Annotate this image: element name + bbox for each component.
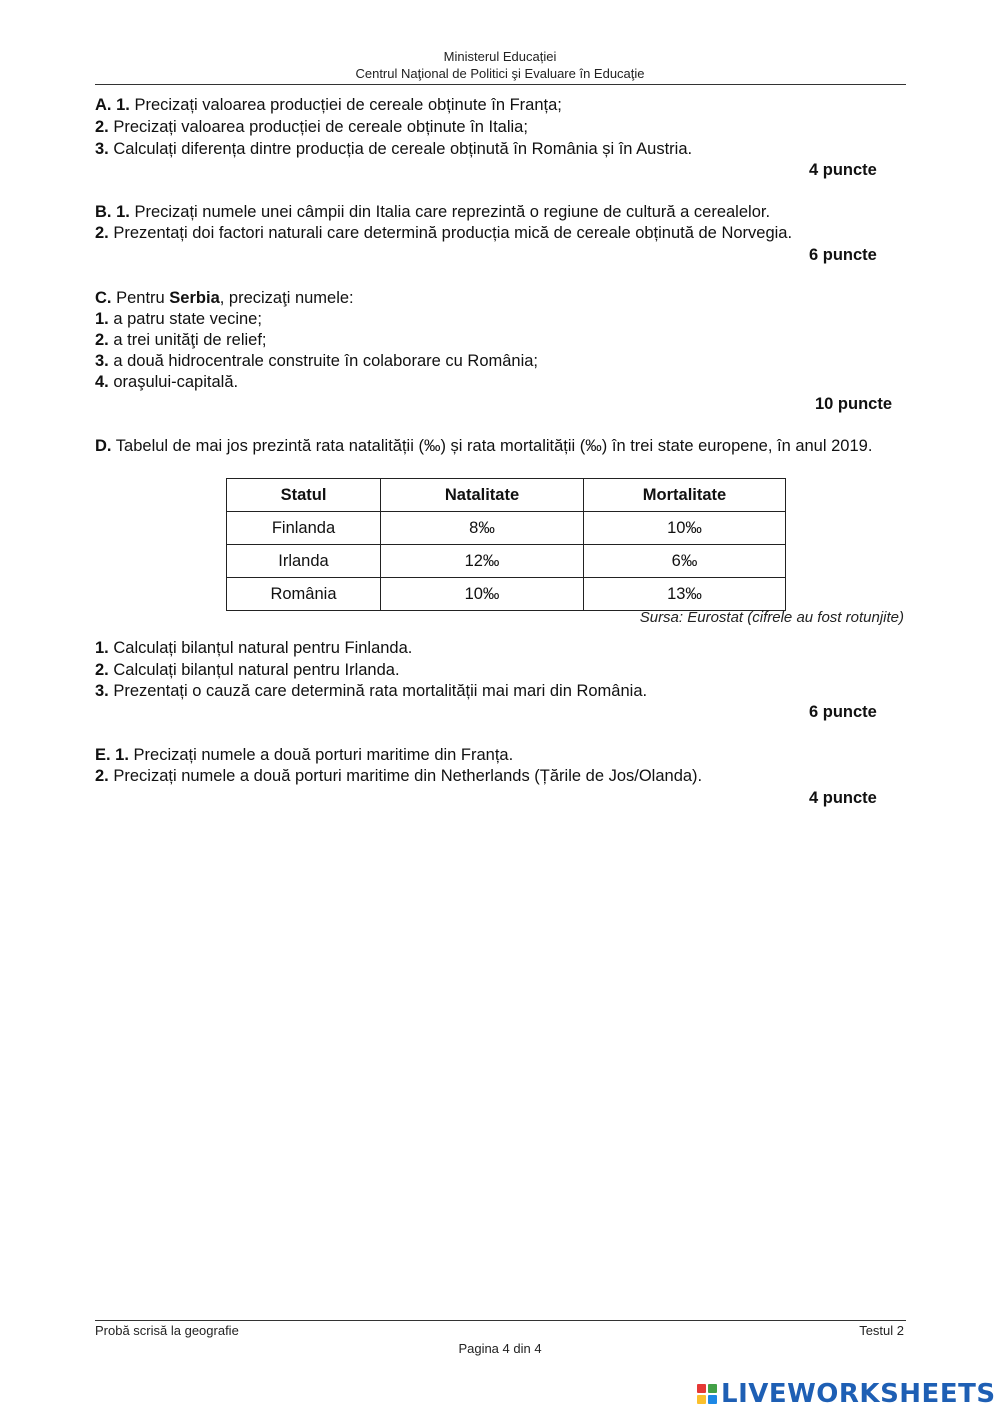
- section-b-points: 6 puncte: [809, 246, 877, 264]
- section-d-item: 2. Calculați bilanțul natural pentru Irlanda.: [95, 661, 400, 679]
- table-source: Sursa: Eurostat (cifrele au fost rotunjite): [639, 609, 904, 626]
- liveworksheets-logo: [697, 1378, 996, 1410]
- section-d-item: 1. Calculați bilanțul natural pentru Finlanda.: [95, 639, 413, 657]
- table-cell: 6‰: [584, 545, 786, 578]
- table-header-cell: Natalitate: [381, 479, 584, 512]
- header-rule: [95, 84, 906, 85]
- natality-mortality-table: [226, 478, 786, 611]
- table-header-cell: Mortalitate: [584, 479, 786, 512]
- table-header-cell: Statul: [227, 479, 381, 512]
- logo-text: LIVEWORKSHEETS: [721, 1379, 996, 1409]
- table-cell: 10‰: [584, 512, 786, 545]
- footer-subject: Probă scrisă la geografie: [95, 1323, 239, 1338]
- table-cell: 10‰: [381, 578, 584, 611]
- section-e-q2: 2. Precizați numele a două porturi maritime din Netherlands (Țările de Jos/Olanda).: [95, 767, 703, 785]
- logo-squares-icon: [697, 1384, 717, 1404]
- section-d-points: 6 puncte: [809, 703, 877, 721]
- footer-page: Pagina 4 din 4: [458, 1341, 542, 1356]
- section-b-q2: 2. Prezentați doi factori naturali care determină producția mică de cereale obținută de Norvegia.: [95, 224, 793, 242]
- section-c-item: 1. a patru state vecine;: [95, 310, 262, 328]
- section-c-points: 10 puncte: [815, 395, 893, 413]
- header-ministry: Ministerul Educației: [443, 49, 557, 64]
- header-center: Centrul Naţional de Politici şi Evaluare în Educaţie: [355, 66, 645, 81]
- section-c-item: 3. a două hidrocentrale construite în colaborare cu România;: [95, 352, 539, 370]
- footer-rule: [95, 1320, 906, 1321]
- section-d-intro: D. Tabelul de mai jos prezintă rata natalității (‰) și rata mortalității (‰) în trei state europene, în anul 2019.: [95, 437, 873, 455]
- section-d-item: 3. Prezentați o cauză care determină rata mortalității mai mari din România.: [95, 682, 648, 700]
- table-cell: Finlanda: [227, 512, 381, 545]
- section-c-item: 2. a trei unităţi de relief;: [95, 331, 267, 349]
- table-header-row: [227, 479, 786, 512]
- table-cell: 12‰: [381, 545, 584, 578]
- table-cell: 8‰: [381, 512, 584, 545]
- logo-square: [708, 1395, 717, 1404]
- table-cell: 13‰: [584, 578, 786, 611]
- table-row: [227, 545, 786, 578]
- section-b-q1: B. 1. Precizați numele unei câmpii din Italia care reprezintă o regiune de cultură a cerealelor.: [95, 203, 771, 221]
- logo-square: [697, 1395, 706, 1404]
- section-c-item: 4. oraşului-capitală.: [95, 373, 239, 391]
- section-e-q1: E. 1. Precizați numele a două porturi maritime din Franța.: [95, 746, 514, 764]
- section-e-points: 4 puncte: [809, 789, 877, 807]
- logo-square: [697, 1384, 706, 1393]
- section-a-q2: 2. Precizați valoarea producției de cereale obținute în Italia;: [95, 118, 528, 136]
- section-a-q3: 3. Calculați diferența dintre producția de cereale obținută în România și în Austria.: [95, 140, 693, 158]
- footer-test: Testul 2: [859, 1323, 904, 1338]
- table-cell: Irlanda: [227, 545, 381, 578]
- section-a-points: 4 puncte: [809, 161, 877, 179]
- logo-square: [708, 1384, 717, 1393]
- section-a-q1: A. 1. Precizați valoarea producției de cereale obținute în Franța;: [95, 96, 562, 114]
- table-cell: România: [227, 578, 381, 611]
- table-row: [227, 578, 786, 611]
- section-c-intro: C. Pentru Serbia, precizaţi numele:: [95, 289, 354, 307]
- table-row: [227, 512, 786, 545]
